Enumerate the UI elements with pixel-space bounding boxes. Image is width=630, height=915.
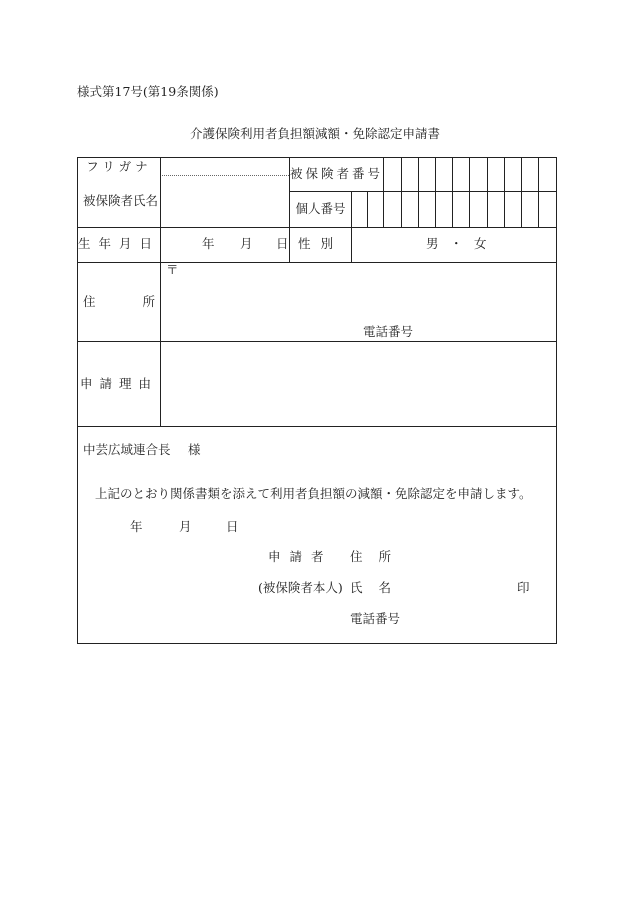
applicant-self-note: (被保険者本人) [258, 580, 343, 595]
insured-name-label: 被保険者氏名 [83, 193, 159, 208]
personal-number-field[interactable] [352, 192, 557, 226]
applicant-label: 申請者 [268, 549, 333, 564]
application-year-unit: 年 [130, 519, 143, 534]
gender-label: 性別 [297, 236, 343, 251]
birth-date-label: 生年月日 [78, 236, 161, 251]
insured-number-label: 被保険者番号 [290, 166, 384, 181]
furigana-label: フリガナ [86, 159, 152, 174]
addressee-honorific: 様 [188, 442, 201, 457]
postal-mark: 〒 [166, 262, 179, 277]
row-divider-declaration [78, 426, 557, 427]
form-code: 様式第17号(第19条関係) [77, 84, 219, 99]
birth-month-unit: 月 [240, 236, 253, 251]
addressee: 中芸広域連合長 [83, 442, 171, 457]
application-form-frame [77, 157, 557, 644]
personal-number-label: 個人番号 [295, 201, 346, 216]
seal-mark: 印 [517, 580, 530, 595]
furigana-field[interactable] [161, 158, 288, 174]
address-label: 住所 [83, 294, 155, 309]
gender-male-option[interactable]: 男 [426, 236, 439, 251]
gender-separator: ・ [450, 236, 463, 251]
application-reason-field[interactable] [161, 342, 557, 425]
applicant-name-field[interactable] [408, 577, 508, 597]
gender-female-option[interactable]: 女 [474, 236, 487, 251]
application-month-unit: 月 [179, 519, 192, 534]
applicant-name-label: 氏名 [350, 580, 408, 595]
birth-year-unit: 年 [202, 236, 215, 251]
application-day-unit: 日 [226, 519, 239, 534]
insured-number-field[interactable] [384, 158, 557, 190]
gender-label-divider [351, 227, 352, 262]
document-title: 介護保険利用者負担額減額・免除認定申請書 [189, 126, 440, 141]
application-reason-label: 申請理由 [79, 376, 158, 391]
insured-name-field[interactable] [161, 176, 288, 226]
declaration-statement: 上記のとおり関係書類を添えて利用者負担額の減額・免除認定を申請します。 [95, 486, 532, 501]
applicant-address-field[interactable] [408, 546, 548, 566]
birth-day-unit: 日 [276, 236, 289, 251]
address-phone-label: 電話番号 [363, 324, 414, 339]
applicant-phone-label: 電話番号 [350, 611, 401, 626]
address-field[interactable] [161, 263, 557, 340]
applicant-phone-field[interactable] [408, 608, 548, 628]
row-divider-birth [78, 227, 557, 228]
applicant-address-label: 住所 [350, 549, 408, 564]
